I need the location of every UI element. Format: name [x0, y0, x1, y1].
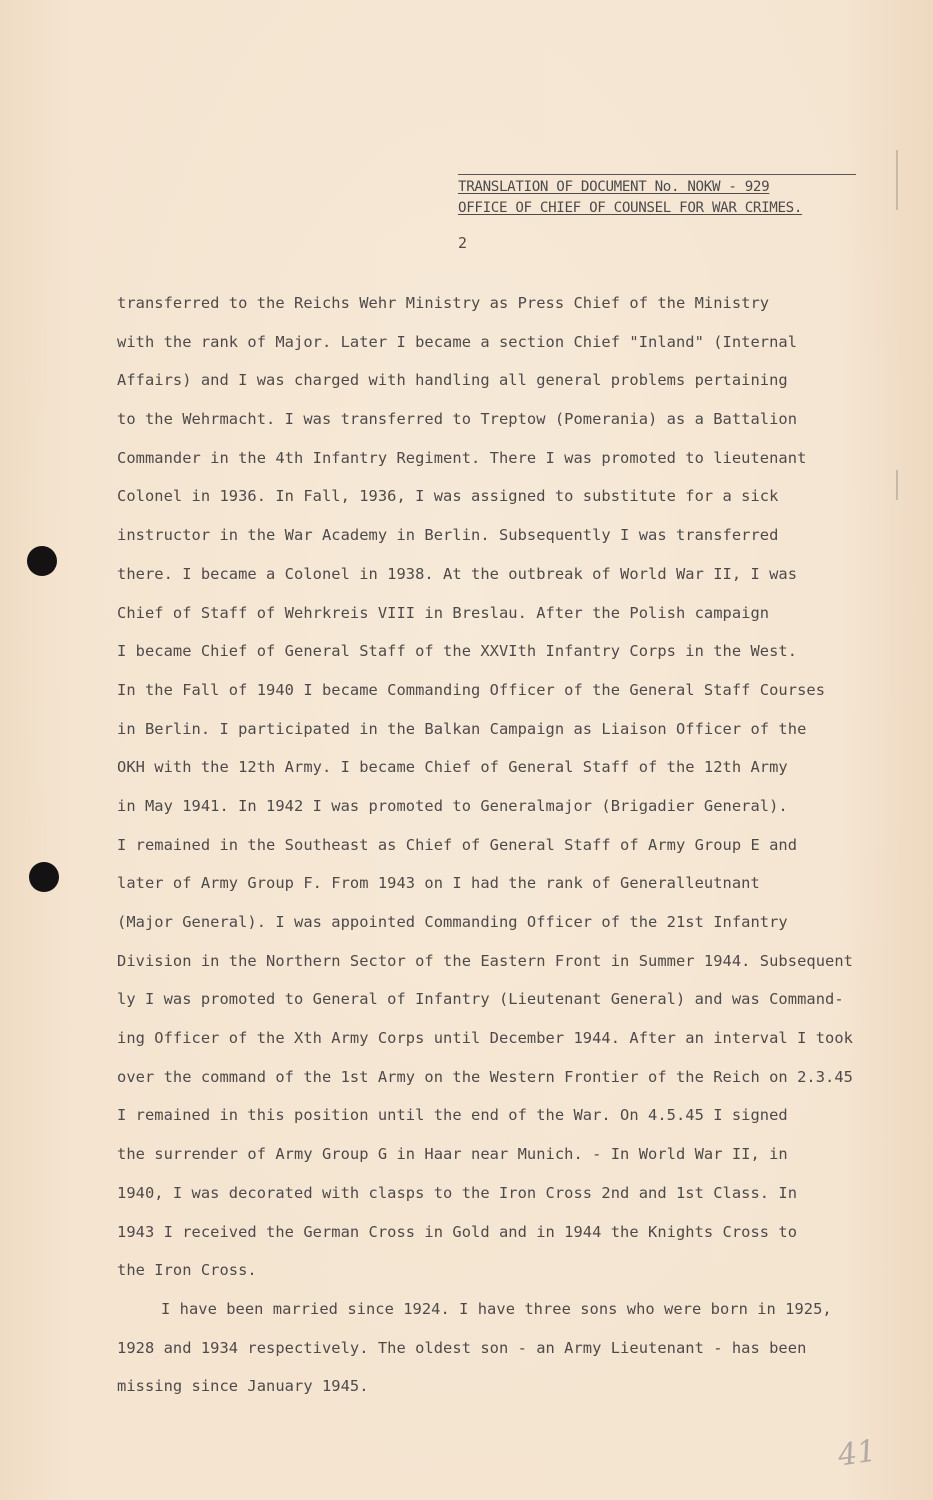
- folio-number: 41: [835, 1433, 879, 1474]
- text-line: in May 1941. In 1942 I was promoted to Generalmajor (Brigadier General).: [117, 796, 788, 815]
- text-line: there. I became a Colonel in 1938. At the outbreak of World War II, I was: [117, 564, 798, 583]
- text-line: 1928 and 1934 respectively. The oldest son - an Army Lieutenant - has been: [117, 1338, 807, 1357]
- punch-hole: [29, 862, 59, 892]
- text-line: with the rank of Major. Later I became a section Chief "Inland" (Internal: [117, 332, 798, 351]
- text-line: missing since January 1945.: [117, 1377, 369, 1396]
- text-line: I became Chief of General Staff of the XXVIth Infantry Corps in the West.: [117, 642, 798, 661]
- text-line: in Berlin. I participated in the Balkan Campaign as Liaison Officer of the: [117, 719, 807, 738]
- header-translation-line: TRANSLATION OF DOCUMENT No. NOKW - 929: [458, 179, 770, 195]
- text-line: 1940, I was decorated with clasps to the Iron Cross 2nd and 1st Class. In: [117, 1183, 798, 1202]
- text-line: I remained in the Southeast as Chief of General Staff of Army Group E and: [117, 835, 798, 854]
- text-line: Colonel in 1936. In Fall, 1936, I was assigned to substitute for a sick: [117, 487, 779, 506]
- punch-hole: [27, 546, 57, 576]
- header-office-line: OFFICE OF CHIEF OF COUNSEL FOR WAR CRIMES.: [458, 200, 803, 216]
- text-line: Division in the Northern Sector of the Eastern Front in Summer 1944. Subsequent: [117, 951, 853, 970]
- text-line: the surrender of Army Group G in Haar near Munich. - In World War II, in: [117, 1145, 788, 1164]
- text-line: I have been married since 1924. I have three sons who were born in 1925,: [161, 1299, 832, 1318]
- text-line: Chief of Staff of Wehrkreis VIII in Breslau. After the Polish campaign: [117, 603, 770, 622]
- body-text: [117, 290, 887, 1412]
- text-line: to the Wehrmacht. I was transferred to Treptow (Pomerania) as a Battalion: [117, 410, 798, 429]
- paper-edge-mark: [896, 150, 898, 210]
- text-line: instructor in the War Academy in Berlin. Subsequently I was transferred: [117, 526, 779, 545]
- text-line: Commander in the 4th Infantry Regiment. There I was promoted to lieutenant: [117, 448, 807, 467]
- text-line: the Iron Cross.: [117, 1261, 257, 1280]
- document-header: [458, 174, 858, 219]
- text-line: (Major General). I was appointed Commanding Officer of the 21st Infantry: [117, 913, 788, 931]
- text-line: 1943 I received the German Cross in Gold and in 1944 the Knights Cross to: [117, 1222, 798, 1241]
- text-line: ing Officer of the Xth Army Corps until December 1944. After an interval I took: [117, 1029, 853, 1048]
- page-number: 2: [458, 234, 468, 252]
- text-line: transferred to the Reichs Wehr Ministry as Press Chief of the Ministry: [117, 294, 770, 312]
- header-rule: [458, 174, 856, 175]
- text-line: OKH with the 12th Army. I became Chief of General Staff of the 12th Army: [117, 758, 788, 777]
- text-line: In the Fall of 1940 I became Commanding Officer of the General Staff Courses: [117, 680, 826, 699]
- text-line: I remained in this position until the end of the War. On 4.5.45 I signed: [117, 1106, 788, 1125]
- text-line: ly I was promoted to General of Infantry (Lieutenant General) and was Command-: [117, 990, 844, 1009]
- text-line: Affairs) and I was charged with handling all general problems pertaining: [117, 371, 788, 390]
- text-line: later of Army Group F. From 1943 on I had the rank of Generalleutnant: [117, 874, 760, 893]
- text-line: over the command of the 1st Army on the Western Frontier of the Reich on 2.3.45: [117, 1067, 853, 1086]
- paper-edge-mark: [896, 470, 898, 500]
